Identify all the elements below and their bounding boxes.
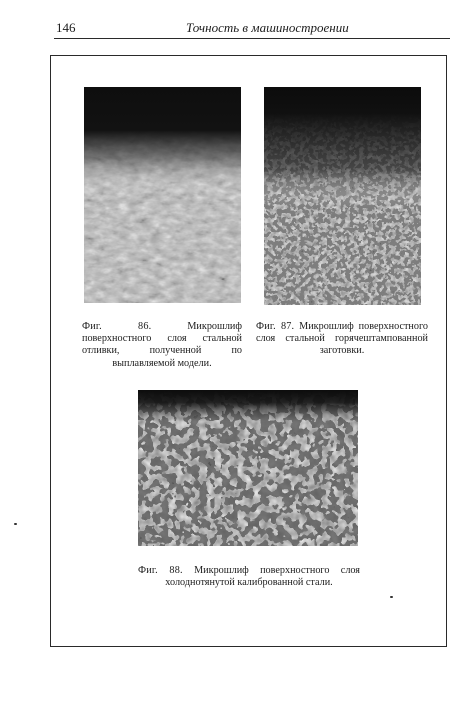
print-speck	[390, 596, 393, 598]
page-number: 146	[56, 20, 76, 35]
figure-caption-text: Микрошлиф поверхностного слоя стальной горячештампованной заготовки.	[256, 321, 428, 357]
figure-caption-text: Микрошлиф поверхностного слоя стальной отливки, полученной по выплавляемой модели.	[82, 321, 242, 369]
figure-caption-87	[256, 321, 428, 358]
running-title: Точность в машиностроении	[186, 20, 349, 35]
micrograph-fig-88	[138, 390, 358, 546]
figure-caption-88	[138, 565, 360, 589]
print-speck	[14, 523, 17, 525]
micrograph-fig-87	[264, 87, 421, 305]
figure-label: Фиг. 88.	[138, 565, 183, 576]
micrograph-fig-86	[84, 87, 241, 303]
figure-label: Фиг. 87.	[256, 321, 295, 332]
figure-caption-text: Микрошлиф поверхностного слоя холоднотянутой калиброванной стали.	[165, 565, 360, 589]
figure-caption-86	[82, 321, 242, 370]
figure-label: Фиг. 86.	[82, 321, 152, 332]
header-rule	[54, 38, 450, 39]
